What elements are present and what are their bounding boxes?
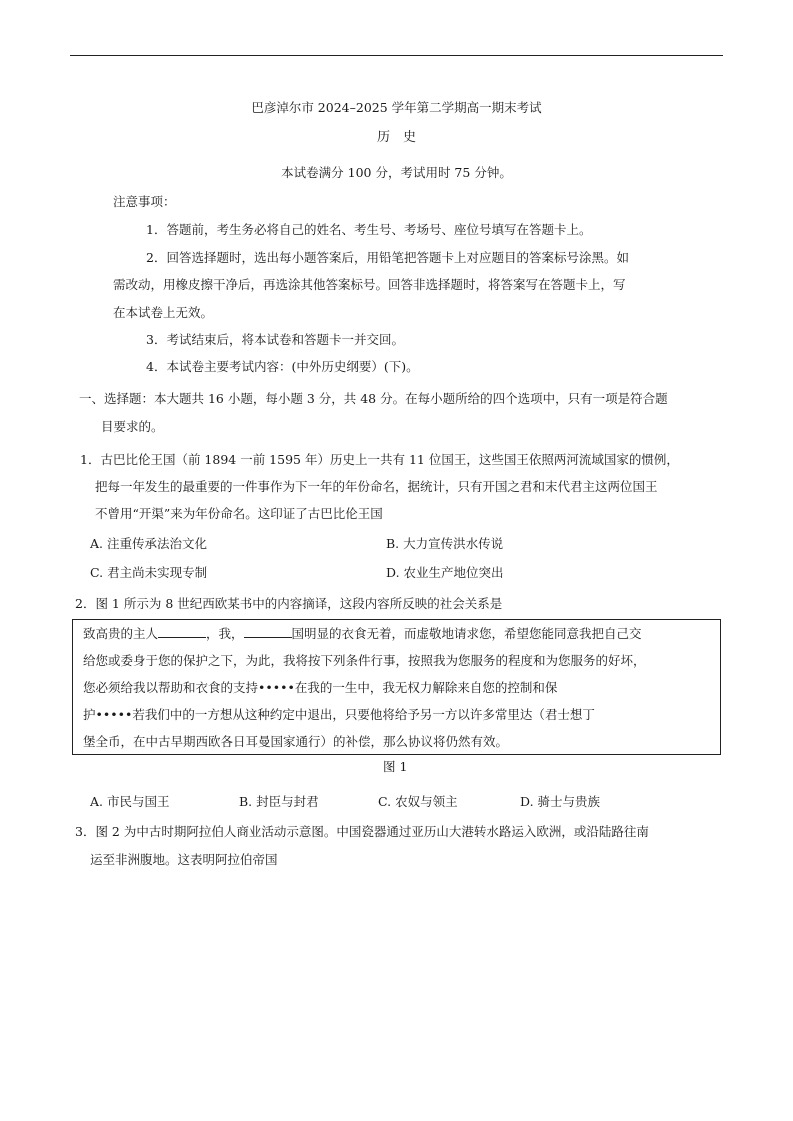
section-1-line-2: 目要求的。 [101,419,164,434]
excerpt-line-2: 给您或委身于您的保护之下，为此，我将按下列条件行事，按照我为您服务的程度和为您服务的好坏， [83,653,646,668]
q2-option-d: D. 骑士与贵族 [520,794,601,809]
q3-stem-line-2: 运至非洲腹地。这表明阿拉伯帝国 [90,852,278,867]
note-item-3: 3．考试结束后，将本试卷和答题卡一并交回。 [146,332,404,347]
q1-stem-line-2: 把每一年发生的最重要的一件事作为下一年的年份命名，据统计，只有开国之君和末代君主这两位国王 [95,479,658,494]
note-item-2-line-3: 在本试卷上无效。 [113,305,214,320]
excerpt-line-1-a: 致高贵的主人 [83,626,159,641]
q1-option-a: A. 注重传承法治文化 [90,536,207,551]
excerpt-line-1-c: 国明显的衣食无着，而虚敬地请求您，希望您能同意我把自己交 [291,626,642,641]
excerpt-line-1 [83,624,642,642]
note-item-1: 1．答题前，考生务必将自己的姓名、考生号、考场号、座位号填写在答题卡上。 [146,222,592,237]
section-1-line-1: 一、选择题：本大题共 16 小题，每小题 3 分，共 48 分。在每小题所给的四个选项中，只有一项是符合题 [79,391,668,406]
excerpt-line-5: 堡全币，在中古早期西欧各日耳曼国家通行）的补偿，那么协议将仍然有效。 [83,734,509,749]
q1-option-c: C. 君主尚未实现专制 [90,565,208,580]
exam-info: 本试卷满分 100 分，考试用时 75 分钟。 [281,165,512,180]
q2-option-a: A. 市民与国王 [90,794,170,809]
note-item-4: 4．本试卷主要考试内容：(中外历史纲要）(下)。 [146,359,419,374]
q2-option-c: C. 农奴与领主 [378,794,458,809]
excerpt-line-3: 您必须给我以帮助和衣食的支持•••••在我的一生中，我无权力解除来自您的控制和保 [83,680,558,695]
q1-stem-line-3: 不曾用“开渠”来为年份命名。这印证了古巴比伦王国 [95,506,383,521]
q1-option-b: B. 大力宣传洪水传说 [386,536,504,551]
note-item-2-line-2: 需改动，用橡皮擦干净后，再选涂其他答案标号。回答非选择题时，将答案写在答题卡上，写 [113,277,626,292]
note-item-2-line-1: 2．回答选择题时，选出每小题答案后，用铅笔把答题卡上对应题目的答案标号涂黑。如 [146,250,629,265]
excerpt-line-1-b: ，我， [206,626,244,641]
q1-stem-line-1: 1．古巴比伦王国（前 1894 一前 1595 年）历史上一共有 11 位国王，这些国王依照两河流域国家的惯例， [80,452,679,467]
blank-line-1 [158,625,206,638]
exam-title: 巴彦淖尔市 2024–2025 学年第二学期高一期末考试 [251,100,542,115]
blank-line-2 [244,625,292,638]
figure-1-caption: 图 1 [383,759,408,774]
notes-heading: 注意事项： [113,194,176,209]
subject-title: 历 史 [376,130,416,145]
excerpt-line-4: 护•••••若我们中的一方想从这种约定中退出，只要他将给予另一方以许多常里达（君士想丁 [83,707,595,722]
figure-1-excerpt-box [72,619,721,755]
header-rule [70,55,723,56]
q2-option-b: B. 封臣与封君 [239,794,319,809]
q1-option-d: D. 农业生产地位突出 [386,565,504,580]
q3-stem-line-1: 3．图 2 为中古时期阿拉伯人商业活动示意图。中国瓷器通过亚历山大港转水路运入欧洲，或沿陆路往南 [75,824,649,839]
q2-stem: 2．图 1 所示为 8 世纪西欧某书中的内容摘译，这段内容所反映的社会关系是 [75,596,503,611]
